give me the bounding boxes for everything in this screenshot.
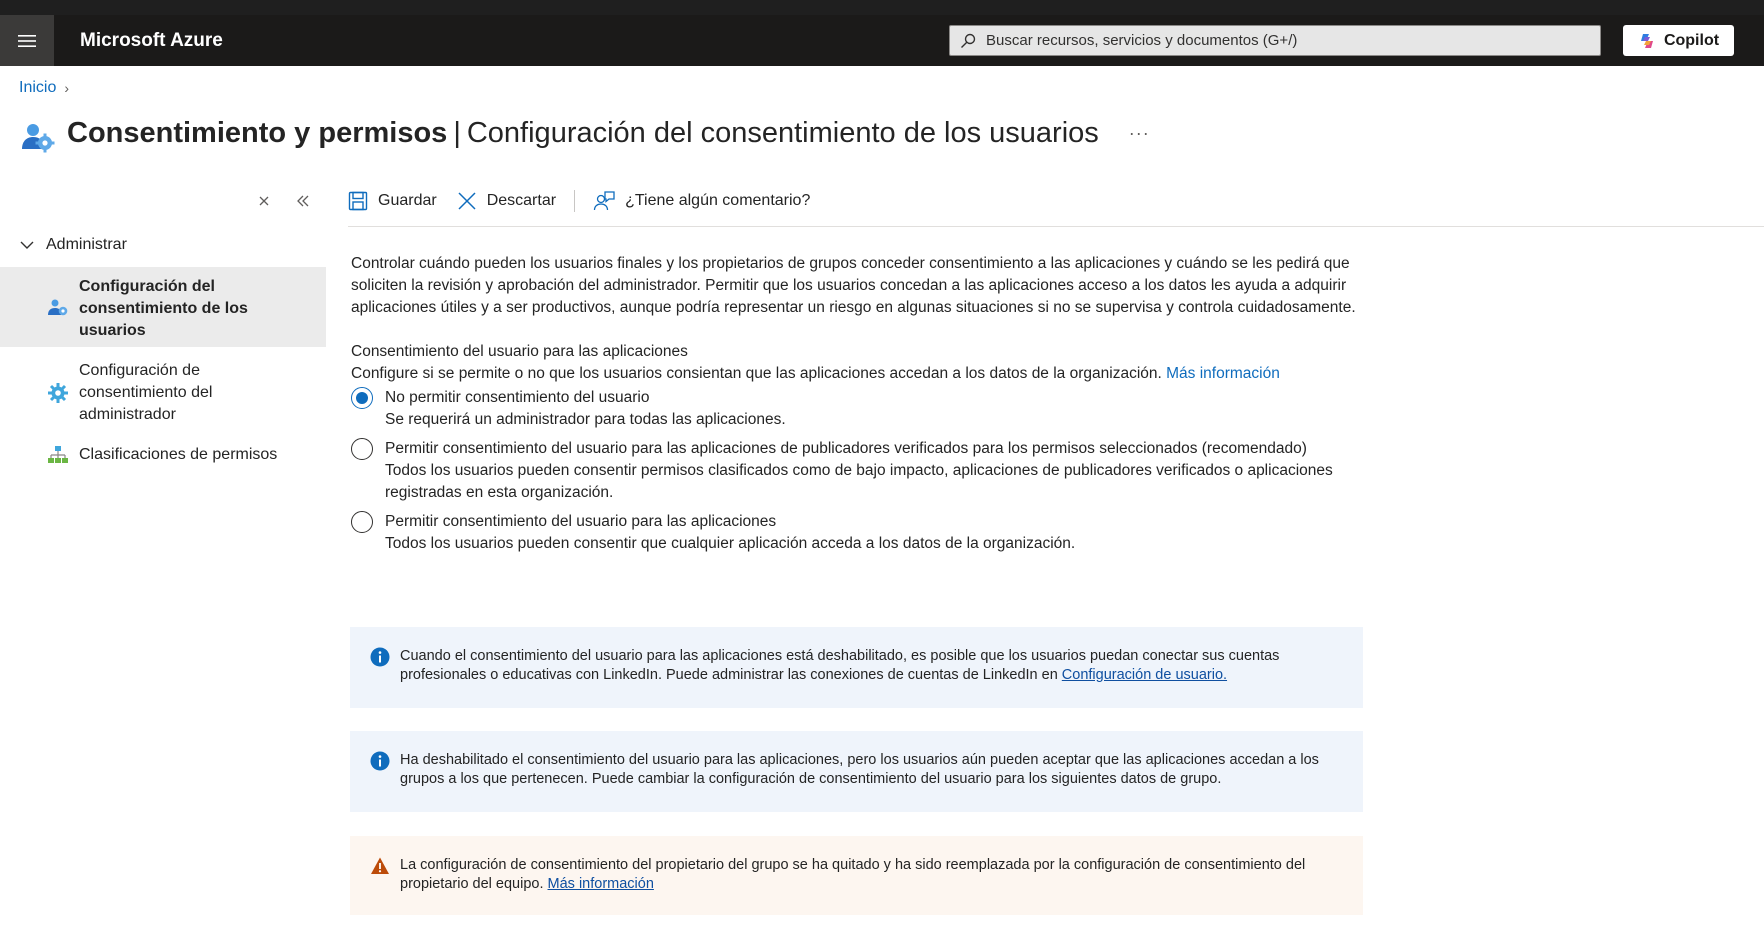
breadcrumb bbox=[19, 79, 69, 97]
hamburger-menu-button[interactable] bbox=[0, 15, 54, 66]
title-separator: | bbox=[453, 116, 461, 149]
command-bar bbox=[348, 190, 810, 212]
sidebar-item-label: Clasificaciones de permisos bbox=[79, 446, 278, 463]
feedback-label: ¿Tiene algún comentario? bbox=[625, 192, 811, 209]
option-description: Todos los usuarios pueden consentir permisos clasificados como de bajo impacto, aplicaciones de publicadores verificados o aplicaciones registradas en esta organización. bbox=[385, 462, 1333, 501]
option-description: Se requerirá un administrador para todas las aplicaciones. bbox=[385, 411, 786, 428]
radio-allow-verified[interactable] bbox=[351, 438, 373, 460]
top-bar bbox=[0, 15, 1764, 66]
collapse-sidebar-icon[interactable] bbox=[296, 194, 310, 212]
radio-allow-all[interactable] bbox=[351, 511, 373, 533]
save-button[interactable] bbox=[348, 191, 437, 211]
option-label[interactable]: Permitir consentimiento del usuario para las aplicaciones bbox=[385, 513, 777, 530]
gear-icon bbox=[47, 382, 69, 404]
discard-label: Descartar bbox=[486, 192, 557, 209]
page-title-sub: Configuración del consentimiento de los usuarios bbox=[466, 116, 1099, 149]
info-banner-linkedin bbox=[350, 627, 1363, 708]
close-search-icon[interactable] bbox=[258, 194, 270, 212]
page-title bbox=[67, 117, 1099, 150]
warning-icon bbox=[370, 856, 390, 876]
global-search[interactable] bbox=[949, 25, 1601, 56]
page-description: Controlar cuándo pueden los usuarios finales y los propietarios de grupos conceder consentimiento a las aplicaciones y cuándo se les pedirá que soliciten la revisión y aprobación del administrador. Permitir que los usuarios concedan a las aplicaciones acceso a los datos les ayuda a adquirir aplicaciones útiles y a ser productivos, aunque podría representar un riesgo en algunas situaciones si no se supervisa y controla cuidadosamente. bbox=[351, 255, 1356, 316]
brand-title[interactable]: Microsoft Azure bbox=[80, 29, 223, 51]
copilot-icon bbox=[1638, 32, 1656, 50]
sidebar-item-admin-consent[interactable] bbox=[0, 360, 326, 432]
copilot-label: Copilot bbox=[1663, 31, 1720, 49]
breadcrumb-home-link[interactable]: Inicio bbox=[19, 79, 57, 96]
radio-do-not-allow[interactable] bbox=[351, 387, 373, 409]
info-banner-group-consent bbox=[350, 731, 1363, 812]
section-title: Consentimiento del usuario para las aplicaciones bbox=[351, 343, 688, 360]
feedback-person-icon bbox=[593, 190, 615, 212]
sidebar-controls bbox=[258, 194, 310, 212]
page-header bbox=[19, 112, 1150, 154]
option-label[interactable]: Permitir consentimiento del usuario para las aplicaciones de publicadores verificados para los permisos seleccionados (recomendado) bbox=[385, 440, 1307, 457]
toolbar-separator bbox=[348, 226, 1764, 227]
more-info-link[interactable]: Más información bbox=[547, 876, 654, 892]
discard-button[interactable] bbox=[457, 191, 556, 211]
more-info-link[interactable]: Más información bbox=[1166, 365, 1280, 382]
chevron-down-icon bbox=[20, 238, 34, 252]
search-input[interactable] bbox=[986, 32, 1586, 49]
banner-text: Cuando el consentimiento del usuario para las aplicaciones está deshabilitado, es posible que los usuarios puedan conectar sus cuentas profesionales o educativas con LinkedIn. Puede administrar las conexiones de cuentas de LinkedIn en bbox=[400, 648, 1280, 683]
section-description bbox=[351, 363, 1363, 385]
user-gear-icon bbox=[19, 119, 55, 155]
save-icon bbox=[348, 191, 368, 211]
toolbar-divider bbox=[574, 190, 575, 212]
page-title-main: Consentimiento y permisos bbox=[67, 116, 448, 149]
chevron-right-icon: › bbox=[64, 80, 70, 96]
info-icon bbox=[370, 751, 390, 771]
save-label: Guardar bbox=[378, 192, 437, 209]
sidebar-group-label: Administrar bbox=[46, 236, 127, 253]
window-top-strip bbox=[0, 0, 1764, 15]
consent-option-none bbox=[351, 387, 1363, 431]
user-settings-link[interactable]: Configuración de usuario. bbox=[1061, 667, 1228, 683]
option-label[interactable]: No permitir consentimiento del usuario bbox=[385, 389, 650, 406]
sidebar-item-user-consent[interactable] bbox=[0, 267, 326, 347]
banner-text: La configuración de consentimiento del propietario del grupo se ha quitado y ha sido reemplazada por la configuración de consentimiento del propietario del equipo. bbox=[400, 857, 1306, 892]
user-gear-icon bbox=[47, 296, 69, 318]
sidebar-item-label: Configuración de consentimiento del administrador bbox=[79, 362, 213, 423]
search-icon bbox=[960, 33, 976, 49]
hierarchy-icon bbox=[47, 444, 69, 466]
consent-option-all bbox=[351, 511, 1363, 555]
main-content bbox=[351, 253, 1363, 555]
section-description-text: Configure si se permite o no que los usuarios consientan que las aplicaciones accedan a los datos de la organización. bbox=[351, 365, 1162, 382]
info-icon bbox=[370, 647, 390, 667]
warning-banner-owner-consent bbox=[350, 836, 1363, 915]
consent-option-verified bbox=[351, 438, 1363, 504]
close-icon bbox=[457, 191, 477, 211]
hamburger-icon bbox=[18, 34, 36, 48]
sidebar-group-administrar[interactable] bbox=[20, 236, 127, 254]
sidebar-item-permission-classifications[interactable] bbox=[0, 444, 326, 472]
more-options-button[interactable]: ··· bbox=[1128, 122, 1150, 143]
banner-text: Ha deshabilitado el consentimiento del usuario para las aplicaciones, pero los usuarios aún pueden aceptar que las aplicaciones accedan a los grupos a los que pertenecen. Puede cambiar la configuración de consentimiento del usuario para los siguientes datos de grupo. bbox=[400, 752, 1319, 787]
option-description: Todos los usuarios pueden consentir que cualquier aplicación acceda a los datos de la organización. bbox=[385, 535, 1076, 552]
copilot-button[interactable] bbox=[1623, 25, 1734, 56]
feedback-button[interactable] bbox=[593, 190, 810, 212]
sidebar-item-label: Configuración del consentimiento de los usuarios bbox=[79, 278, 248, 339]
